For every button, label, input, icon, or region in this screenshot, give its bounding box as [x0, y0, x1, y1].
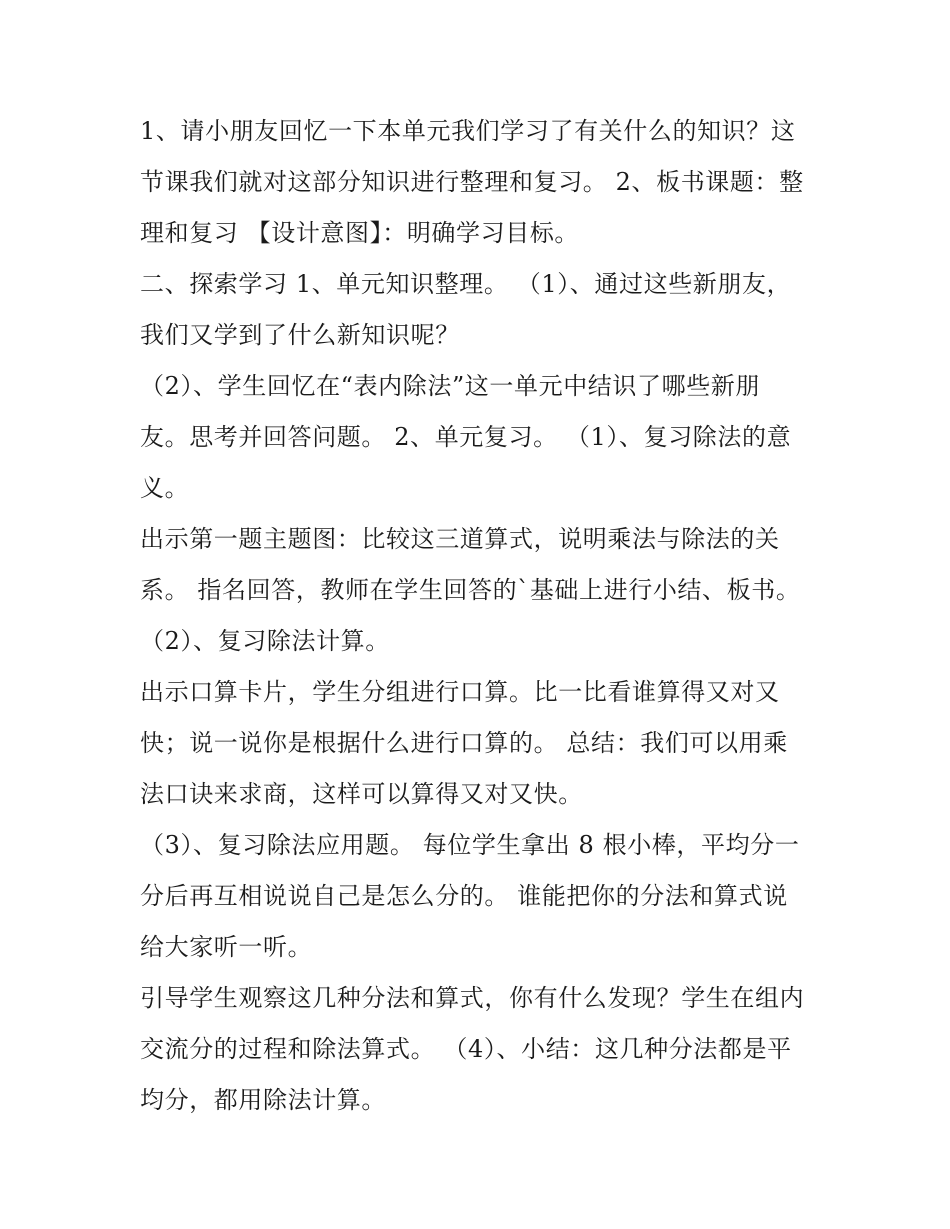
- text-line: 交流分的过程和除法算式。 （4）、小结：这几种分法都是平: [140, 1035, 792, 1063]
- text-line: 给大家听一听。: [140, 933, 313, 961]
- document-body: [140, 106, 820, 1126]
- paragraph-recall: [140, 361, 820, 514]
- text-line: 出示第一题主题图：比较这三道算式，说明乘法与除法的关: [140, 525, 780, 553]
- text-line: 我们又学到了什么新知识呢？: [140, 321, 460, 349]
- text-line: 法口诀来求商，这样可以算得又对又快。: [140, 780, 583, 808]
- text-line: 引导学生观察这几种分法和算式，你有什么发现？学生在组内: [140, 984, 805, 1012]
- text-line: 节课我们就对这部分知识进行整理和复习。 2、板书课题：整: [140, 168, 804, 196]
- text-line: 理和复习 【设计意图】：明确学习目标。: [140, 219, 580, 247]
- text-line: 分后再互相说说自己是怎么分的。 谁能把你的分法和算式说: [140, 882, 788, 910]
- paragraph-oral-cards: [140, 667, 820, 820]
- text-line: 义。: [140, 474, 190, 502]
- text-line: （2）、复习除法计算。: [140, 627, 390, 655]
- text-line: 均分，都用除法计算。: [140, 1086, 386, 1114]
- text-line: （2）、学生回忆在“表内除法”这一单元中结识了哪些新朋: [140, 372, 761, 400]
- text-line: 系。 指名回答，教师在学生回答的`基础上进行小结、板书。: [140, 576, 801, 604]
- paragraph-explore: [140, 259, 820, 361]
- text-line: 1、请小朋友回忆一下本单元我们学习了有关什么的知识？这: [140, 117, 796, 145]
- text-line: （3）、复习除法应用题。 每位学生拿出 8 根小棒，平均分一: [140, 831, 800, 859]
- text-line: 二、探索学习 1、单元知识整理。 （1）、通过这些新朋友，: [140, 270, 792, 298]
- paragraph-word-problems: [140, 820, 820, 973]
- paragraph-summary: [140, 973, 820, 1126]
- text-line: 快；说一说你是根据什么进行口算的。 总结：我们可以用乘: [140, 729, 788, 757]
- text-line: 友。思考并回答问题。 2、单元复习。 （1）、复习除法的意: [140, 423, 792, 451]
- paragraph-theme-figure: [140, 514, 820, 667]
- text-line: 出示口算卡片，学生分组进行口算。比一比看谁算得又对又: [140, 678, 780, 706]
- paragraph-intro: [140, 106, 820, 259]
